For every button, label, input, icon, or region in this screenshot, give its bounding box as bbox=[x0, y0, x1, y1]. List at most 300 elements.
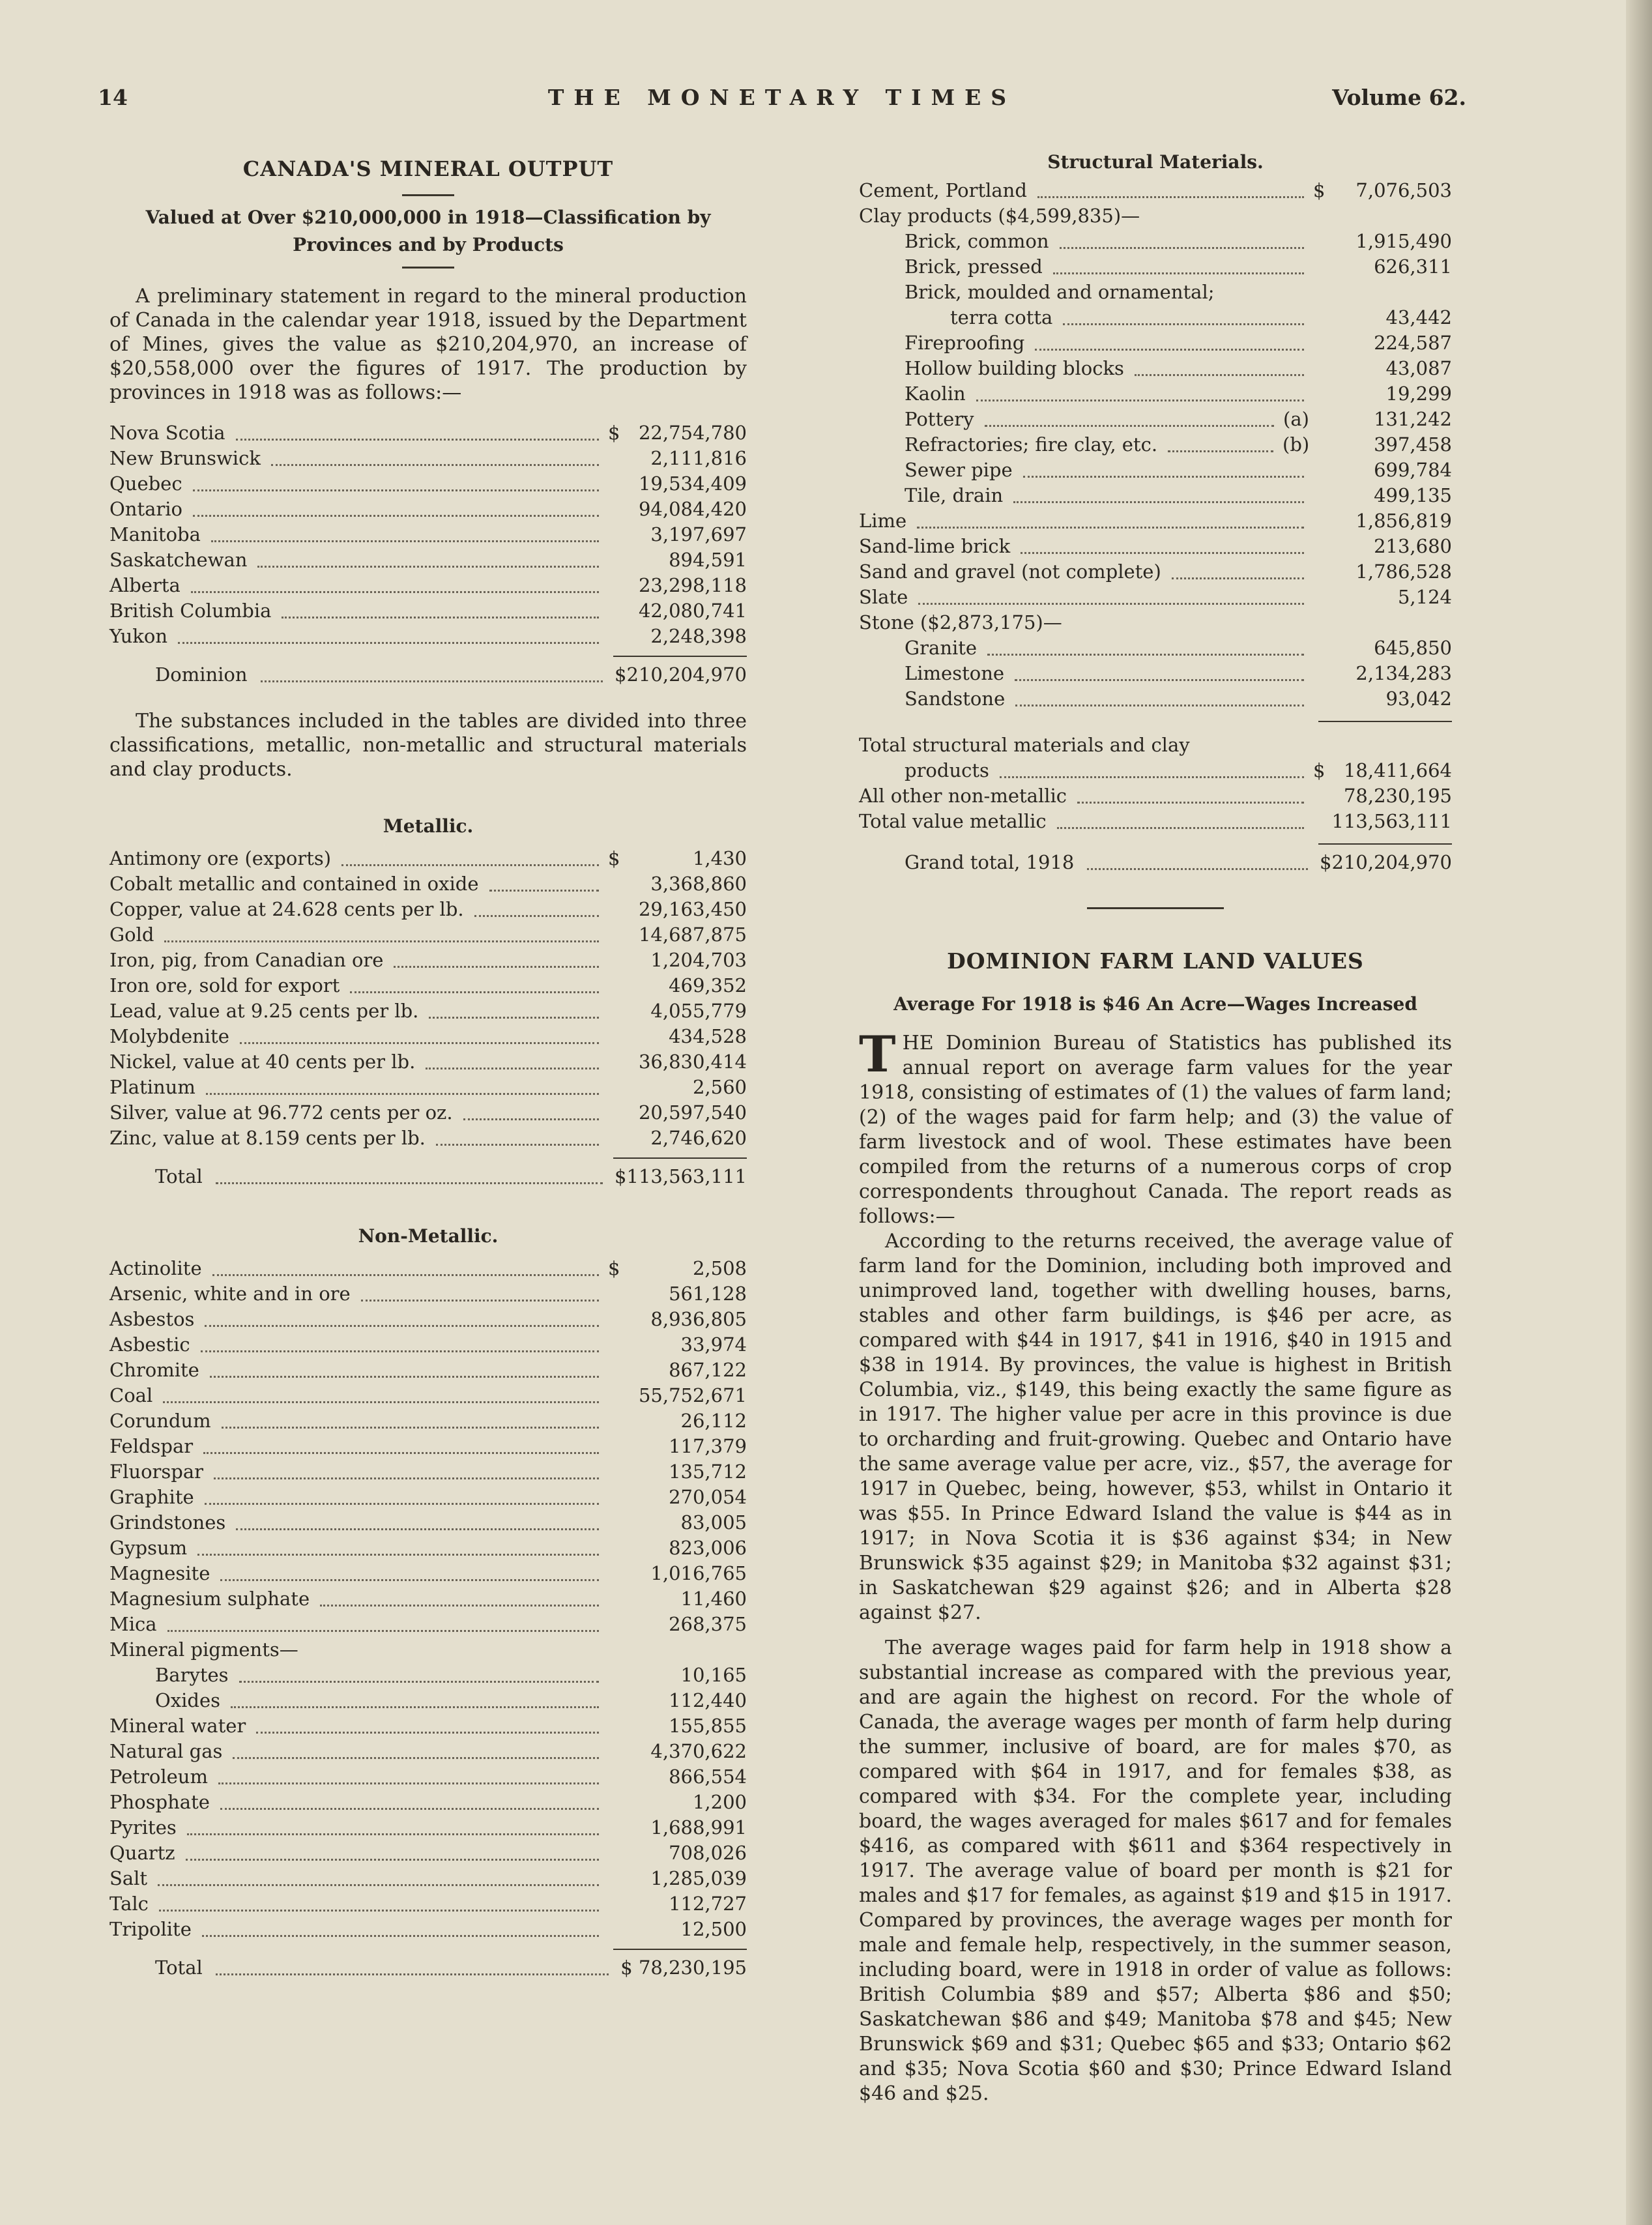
dot-leader bbox=[261, 680, 603, 682]
dot-leader bbox=[341, 864, 599, 866]
row-label: Grindstones bbox=[109, 1511, 226, 1534]
table-row bbox=[109, 1663, 747, 1688]
article-divider bbox=[1087, 907, 1224, 909]
dot-leader bbox=[163, 1401, 599, 1403]
table-row bbox=[859, 483, 1452, 508]
row-value: 708,026 bbox=[669, 1842, 747, 1864]
dot-leader bbox=[214, 1477, 599, 1479]
table-row bbox=[859, 585, 1452, 610]
table-row bbox=[859, 534, 1452, 559]
row-value: 94,084,420 bbox=[638, 498, 747, 520]
row-value: 561,128 bbox=[669, 1283, 747, 1305]
row-label: Coal bbox=[109, 1384, 153, 1406]
total-value: $210,204,970 bbox=[1320, 851, 1452, 873]
dot-leader bbox=[201, 1350, 599, 1352]
row-label: Mica bbox=[109, 1613, 157, 1635]
row-value: 434,528 bbox=[669, 1025, 747, 1047]
farm-paragraph-1: THE Dominion Bureau of Statistics has published its annual report on average farm values for the year 1918, consisting of estimates of (1) the values of farm land; (2) of the wages paid for farm help; and (3) the value of farm livestock and of wool. These estimates have been compiled from the returns of a numerous corps of crop correspondents throughout Canada. The report reads as follows:— bbox=[859, 1025, 1452, 1228]
table-row bbox=[109, 1764, 747, 1790]
dot-leader bbox=[205, 1503, 599, 1505]
row-label: Brick, common bbox=[905, 230, 1049, 252]
row-label: Zinc, value at 8.159 cents per lb. bbox=[109, 1127, 426, 1149]
table-row bbox=[109, 420, 747, 446]
table-row bbox=[859, 559, 1452, 585]
dot-leader bbox=[202, 1935, 599, 1937]
row-label: Gold bbox=[109, 923, 154, 946]
table-row bbox=[859, 178, 1452, 203]
row-value: 645,850 bbox=[1374, 637, 1452, 659]
row-value: 112,440 bbox=[669, 1689, 747, 1711]
dot-leader bbox=[282, 617, 599, 618]
row-label: Cement, Portland bbox=[859, 179, 1027, 201]
page-gutter-shadow bbox=[1626, 0, 1652, 2225]
dot-leader bbox=[178, 642, 599, 644]
dot-leader bbox=[361, 1300, 599, 1302]
table-row bbox=[109, 998, 747, 1024]
row-label: Pyrites bbox=[109, 1816, 177, 1839]
row-label: Hollow building blocks bbox=[905, 357, 1124, 379]
total-label: Total bbox=[155, 1165, 203, 1187]
dot-leader bbox=[1060, 247, 1304, 249]
row-value: 131,242 bbox=[1374, 408, 1452, 430]
row-label: Asbestos bbox=[109, 1308, 195, 1330]
row-label: Natural gas bbox=[109, 1740, 223, 1762]
row-value: 867,122 bbox=[669, 1359, 747, 1381]
row-value: 78,230,195 bbox=[1343, 785, 1452, 807]
dot-leader bbox=[210, 1376, 599, 1378]
dot-leader bbox=[320, 1605, 599, 1607]
row-value: 1,786,528 bbox=[1355, 560, 1452, 583]
row-label: Talc bbox=[109, 1893, 149, 1915]
row-label: Brick, moulded and ornamental; bbox=[905, 281, 1215, 303]
row-label: Petroleum bbox=[109, 1766, 208, 1788]
article-subtitle: Valued at Over $210,000,000 in 1918—Classification by Provinces and by Products bbox=[145, 207, 711, 255]
row-value: 1,856,819 bbox=[1355, 510, 1452, 532]
total-row bbox=[109, 1164, 747, 1195]
dot-leader bbox=[918, 603, 1304, 605]
total-row bbox=[109, 1955, 747, 1986]
row-value: 224,587 bbox=[1374, 332, 1452, 354]
row-value: 397,458 bbox=[1374, 433, 1452, 456]
row-marker: (b) bbox=[1282, 433, 1310, 456]
classification-paragraph: The substances included in the tables are divided into three classifications, metallic, non-metallic and structural materials and clay products. bbox=[109, 710, 747, 781]
row-label: Actinolite bbox=[109, 1257, 202, 1279]
dot-leader bbox=[203, 1452, 599, 1454]
row-value: 2,560 bbox=[692, 1076, 747, 1098]
structural-totals bbox=[859, 733, 1452, 834]
table-row bbox=[109, 624, 747, 649]
nonmetallic-table bbox=[109, 1256, 747, 1942]
dot-leader bbox=[429, 1017, 599, 1019]
row-label: terra cotta bbox=[950, 306, 1053, 328]
table-row bbox=[109, 497, 747, 522]
row-label: Fluorspar bbox=[109, 1461, 203, 1483]
dot-leader bbox=[1053, 272, 1304, 274]
table-row bbox=[109, 846, 747, 871]
dot-leader bbox=[239, 1681, 599, 1683]
dot-leader bbox=[394, 966, 599, 968]
row-value: 93,042 bbox=[1385, 688, 1452, 710]
table-row bbox=[859, 432, 1452, 458]
right-column bbox=[859, 149, 1452, 2106]
row-value: 43,442 bbox=[1385, 306, 1452, 328]
row-marker: $ bbox=[1313, 179, 1326, 201]
row-value: 4,370,622 bbox=[650, 1740, 747, 1762]
structural-heading: Structural Materials. bbox=[1047, 151, 1264, 173]
row-value: 2,746,620 bbox=[650, 1127, 747, 1149]
dot-leader bbox=[187, 1833, 599, 1835]
row-label: Total structural materials and clay bbox=[859, 734, 1190, 756]
row-value: 12,500 bbox=[680, 1918, 747, 1940]
table-row bbox=[859, 280, 1452, 305]
row-value: 1,285,039 bbox=[650, 1867, 747, 1889]
dot-leader bbox=[216, 1973, 609, 1975]
row-label: products bbox=[905, 759, 989, 781]
farm-paragraph-3: The average wages paid for farm help in 1918 show a substantial increase as compared with the previous year, and are again the highest on record. For the whole of Canada, the average wages per month of farm help during the summer, inclusive of board, are for males $70, as compared with $64 in 1917, and for females $38, as compared with $34. For the complete year, including board, the wages averaged for males $617 and for females $416, as compared with $611 and $364 respectively in 1917. The average value of board per month is $21 for males and $17 for females, as against $19 and $15 in 1917. Compared by provinces, the average wages per month for male and female help, respectively, in the summer season, including board, were in 1918 in order of value as follows: British Columbia $89 and $57; Alberta $86 and $50; Saskatchewan $86 and $49; Manitoba $78 and $45; New Brunswick $69 and $31; Quebec $65 and $33; Ontario $62 and $35; Nova Scotia $60 and $30; Prince Edward Island $46 and $25. bbox=[859, 1636, 1452, 2105]
table-row bbox=[109, 547, 747, 573]
dot-leader bbox=[1015, 679, 1304, 681]
row-value: 20,597,540 bbox=[638, 1101, 747, 1124]
provinces-table bbox=[109, 420, 747, 649]
table-row bbox=[109, 973, 747, 998]
dot-leader bbox=[186, 1859, 599, 1861]
row-label: Molybdenite bbox=[109, 1025, 229, 1047]
table-row bbox=[109, 1815, 747, 1840]
publication-title: THE MONETARY TIMES bbox=[547, 85, 1017, 110]
page-header bbox=[98, 85, 1466, 124]
dot-leader bbox=[240, 1042, 599, 1044]
table-row bbox=[109, 1383, 747, 1408]
table-row bbox=[109, 471, 747, 497]
row-label: Mineral pigments— bbox=[109, 1638, 298, 1661]
table-row bbox=[109, 1126, 747, 1151]
table-row bbox=[109, 1790, 747, 1815]
table-row bbox=[109, 1840, 747, 1866]
row-label: Lead, value at 9.25 cents per lb. bbox=[109, 1000, 419, 1022]
sum-rule bbox=[613, 1157, 747, 1159]
row-label: Clay products ($4,599,835)— bbox=[859, 205, 1140, 227]
row-value: 3,197,697 bbox=[650, 523, 747, 545]
dot-leader bbox=[1168, 450, 1273, 452]
table-row bbox=[109, 871, 747, 897]
dot-leader bbox=[1035, 349, 1304, 351]
dot-leader bbox=[256, 1732, 599, 1734]
row-label: Sandstone bbox=[905, 688, 1006, 710]
dot-leader bbox=[167, 1630, 599, 1632]
row-value: 2,111,816 bbox=[650, 447, 747, 469]
row-label: Stone ($2,873,175)— bbox=[859, 611, 1062, 633]
dot-leader bbox=[987, 654, 1304, 656]
total-label: Grand total, 1918 bbox=[905, 851, 1075, 873]
row-value: 26,112 bbox=[680, 1410, 747, 1432]
total-label: Dominion bbox=[155, 663, 248, 686]
table-row bbox=[109, 1535, 747, 1561]
dot-leader bbox=[218, 1782, 599, 1784]
row-value: 112,727 bbox=[669, 1893, 747, 1915]
row-value: 1,200 bbox=[692, 1791, 747, 1813]
dot-leader bbox=[164, 940, 599, 942]
row-value: 135,712 bbox=[669, 1461, 747, 1483]
table-row bbox=[109, 1485, 747, 1510]
table-row bbox=[109, 1917, 747, 1942]
dot-leader bbox=[1077, 802, 1304, 804]
dot-leader bbox=[271, 464, 599, 466]
farm-article-title: DOMINION FARM LAND VALUES bbox=[947, 948, 1364, 974]
table-row bbox=[109, 1075, 747, 1100]
table-row bbox=[859, 733, 1452, 758]
row-value: 1,204,703 bbox=[650, 949, 747, 971]
row-label: Gypsum bbox=[109, 1537, 188, 1559]
row-marker: $ bbox=[1313, 759, 1326, 781]
table-row bbox=[109, 922, 747, 948]
row-label: Tripolite bbox=[109, 1918, 192, 1940]
row-label: Chromite bbox=[109, 1359, 199, 1381]
row-label: Oxides bbox=[155, 1689, 221, 1711]
page-number: 14 bbox=[98, 85, 128, 110]
table-row bbox=[109, 1408, 747, 1434]
drop-cap: T bbox=[859, 1025, 896, 1083]
metallic-total-row bbox=[109, 1164, 747, 1195]
row-label: Cobalt metallic and contained in oxide bbox=[109, 873, 479, 895]
row-marker: $ bbox=[608, 847, 620, 869]
row-value: 2,508 bbox=[692, 1257, 747, 1279]
row-label: Fireproofing bbox=[905, 332, 1025, 354]
table-row bbox=[859, 254, 1452, 280]
structural-table bbox=[859, 178, 1452, 712]
table-row bbox=[109, 1866, 747, 1891]
dot-leader bbox=[236, 1528, 599, 1530]
row-label: Nickel, value at 40 cents per lb. bbox=[109, 1051, 416, 1073]
dot-leader bbox=[159, 1910, 599, 1912]
dot-leader bbox=[211, 540, 599, 542]
table-row bbox=[859, 610, 1452, 635]
row-label: Quebec bbox=[109, 473, 182, 495]
table-row bbox=[109, 1281, 747, 1307]
dot-leader bbox=[220, 1579, 599, 1581]
table-row bbox=[109, 1510, 747, 1535]
table-row bbox=[109, 446, 747, 471]
row-label: Iron ore, sold for export bbox=[109, 974, 340, 996]
row-value: 4,055,779 bbox=[650, 1000, 747, 1022]
total-label: Total bbox=[155, 1956, 203, 1979]
row-label: Mineral water bbox=[109, 1715, 246, 1737]
row-value: 83,005 bbox=[680, 1511, 747, 1534]
row-label: Arsenic, white and in ore bbox=[109, 1283, 351, 1305]
table-row bbox=[109, 1049, 747, 1075]
row-label: Alberta bbox=[109, 574, 181, 596]
row-label: Granite bbox=[905, 637, 978, 659]
dot-leader bbox=[1063, 323, 1304, 325]
table-row bbox=[109, 1561, 747, 1586]
dot-leader bbox=[426, 1068, 599, 1069]
dot-leader bbox=[193, 489, 599, 491]
row-value: 469,352 bbox=[669, 974, 747, 996]
dot-leader bbox=[158, 1884, 599, 1886]
row-value: 823,006 bbox=[669, 1537, 747, 1559]
table-row bbox=[859, 229, 1452, 254]
row-value: 18,411,664 bbox=[1343, 759, 1452, 781]
row-marker: $ bbox=[608, 422, 620, 444]
dot-leader bbox=[436, 1144, 599, 1146]
dot-leader bbox=[474, 915, 599, 917]
row-value: 213,680 bbox=[1374, 535, 1452, 557]
nonmetallic-total-row bbox=[109, 1955, 747, 1986]
row-value: 268,375 bbox=[669, 1613, 747, 1635]
dot-leader bbox=[1135, 374, 1304, 376]
dot-leader bbox=[1087, 868, 1308, 870]
dot-leader bbox=[1172, 577, 1304, 579]
table-row bbox=[859, 758, 1452, 783]
row-label: Sewer pipe bbox=[905, 459, 1013, 481]
row-label: Kaolin bbox=[905, 383, 966, 405]
dot-leader bbox=[216, 1182, 603, 1184]
table-row bbox=[109, 1688, 747, 1713]
row-label: Phosphate bbox=[109, 1791, 210, 1813]
dot-leader bbox=[193, 515, 599, 517]
row-label: Total value metallic bbox=[859, 810, 1047, 832]
row-value: 7,076,503 bbox=[1355, 179, 1452, 201]
table-row bbox=[859, 330, 1452, 356]
dot-leader bbox=[1023, 476, 1304, 478]
table-row bbox=[109, 1612, 747, 1637]
farm-article-body bbox=[859, 1025, 1452, 2106]
dot-leader bbox=[1021, 552, 1304, 554]
total-row bbox=[859, 850, 1452, 881]
table-row bbox=[109, 1434, 747, 1459]
table-row bbox=[859, 783, 1452, 809]
table-row bbox=[109, 948, 747, 973]
row-marker: (a) bbox=[1283, 408, 1309, 430]
dot-leader bbox=[1013, 501, 1304, 503]
row-label: Limestone bbox=[905, 662, 1005, 684]
row-value: 270,054 bbox=[669, 1486, 747, 1508]
dot-leader bbox=[1037, 196, 1304, 198]
row-value: 894,591 bbox=[669, 549, 747, 571]
table-row bbox=[859, 661, 1452, 686]
row-label: Asbestic bbox=[109, 1333, 190, 1356]
row-value: 1,915,490 bbox=[1355, 230, 1452, 252]
table-row bbox=[109, 598, 747, 624]
row-value: 8,936,805 bbox=[650, 1308, 747, 1330]
row-value: 5,124 bbox=[1397, 586, 1452, 608]
table-row bbox=[109, 1358, 747, 1383]
row-value: 22,754,780 bbox=[638, 422, 747, 444]
table-row bbox=[859, 305, 1452, 330]
dot-leader bbox=[233, 1757, 599, 1759]
row-label: Salt bbox=[109, 1867, 148, 1889]
row-label: Yukon bbox=[109, 625, 168, 647]
table-row bbox=[859, 356, 1452, 381]
row-value: 36,830,414 bbox=[638, 1051, 747, 1073]
table-row bbox=[109, 1713, 747, 1739]
row-value: 113,563,111 bbox=[1331, 810, 1452, 832]
row-value: 33,974 bbox=[680, 1333, 747, 1356]
table-row bbox=[859, 407, 1452, 432]
row-value: 14,687,875 bbox=[638, 923, 747, 946]
row-label: Ontario bbox=[109, 498, 182, 520]
row-value: 2,248,398 bbox=[650, 625, 747, 647]
dot-leader bbox=[205, 1325, 599, 1327]
row-label: Pottery bbox=[905, 408, 974, 430]
row-label: Nova Scotia bbox=[109, 422, 225, 444]
row-label: Feldspar bbox=[109, 1435, 194, 1457]
volume-label: Volume 62. bbox=[1332, 85, 1466, 110]
row-label: Magnesium sulphate bbox=[109, 1588, 310, 1610]
row-label: Magnesite bbox=[109, 1562, 210, 1584]
row-value: 117,379 bbox=[669, 1435, 747, 1457]
table-row bbox=[109, 1256, 747, 1281]
nonmetallic-heading: Non-Metallic. bbox=[358, 1225, 499, 1247]
dot-leader bbox=[976, 400, 1304, 401]
row-label: Manitoba bbox=[109, 523, 201, 545]
total-value: $ 78,230,195 bbox=[620, 1956, 747, 1979]
table-row bbox=[859, 635, 1452, 661]
row-label: Tile, drain bbox=[905, 484, 1004, 506]
row-label: Slate bbox=[859, 586, 908, 608]
sum-rule bbox=[613, 1949, 747, 1950]
dot-leader bbox=[350, 991, 599, 993]
row-marker: $ bbox=[608, 1257, 620, 1279]
article-title: CANADA'S MINERAL OUTPUT bbox=[242, 156, 614, 181]
subtitle-rule bbox=[402, 267, 454, 269]
table-row bbox=[109, 522, 747, 547]
table-row bbox=[109, 1586, 747, 1612]
row-value: 499,135 bbox=[1374, 484, 1452, 506]
dot-leader bbox=[231, 1706, 599, 1708]
row-label: Barytes bbox=[155, 1664, 229, 1686]
sum-rule bbox=[1318, 721, 1452, 722]
sum-rule bbox=[1318, 843, 1452, 845]
row-value: 626,311 bbox=[1374, 255, 1452, 278]
dot-leader bbox=[463, 1118, 599, 1120]
dot-leader bbox=[1015, 705, 1304, 706]
row-label: Lime bbox=[859, 510, 907, 532]
row-value: 10,165 bbox=[680, 1664, 747, 1686]
dot-leader bbox=[1000, 776, 1304, 778]
farm-paragraph-2: According to the returns received, the average value of farm land for the Dominion, including both improved and unimproved land, together with dwelling houses, barns, stables and other farm buildings, is $46 per acre, as compared with $44 in 1917, $41 in 1916, $40 in 1915 and $38 in 1914. By provinces, the value is highest in British Columbia, viz., $149, this being exactly the same figure as in 1917. The higher value per acre in this province is due to orcharding and fruit-growing. Quebec and Ontario have the same average value per acre, viz., $57, the average for 1917 in Quebec, being, however, $53, whilst in Ontario it was $55. In Prince Edward Island the value is $44 as in 1917; in Nova Scotia it is $36 against $34; in New Brunswick $35 against $29; in Manitoba $32 against $31; in Saskatchewan $29 against $26; and in Alberta $28 against $27. bbox=[859, 1230, 1452, 1624]
dominion-total-row bbox=[109, 662, 747, 693]
row-label: Graphite bbox=[109, 1486, 194, 1508]
table-row bbox=[109, 1024, 747, 1049]
dot-leader bbox=[212, 1274, 599, 1276]
row-value: 155,855 bbox=[669, 1715, 747, 1737]
row-value: 2,134,283 bbox=[1355, 662, 1452, 684]
total-row bbox=[109, 662, 747, 693]
table-row bbox=[109, 1891, 747, 1917]
row-value: 55,752,671 bbox=[638, 1384, 747, 1406]
row-value: 29,163,450 bbox=[638, 898, 747, 920]
dot-leader bbox=[985, 425, 1274, 427]
row-value: 699,784 bbox=[1374, 459, 1452, 481]
row-value: 3,368,860 bbox=[650, 873, 747, 895]
row-label: Refractories; fire clay, etc. bbox=[905, 433, 1158, 456]
farm-article-subtitle: Average For 1918 is $46 An Acre—Wages Increased bbox=[893, 993, 1417, 1015]
table-row bbox=[109, 1332, 747, 1358]
row-value: 19,299 bbox=[1385, 383, 1452, 405]
table-row bbox=[109, 1739, 747, 1764]
title-rule bbox=[402, 194, 454, 196]
table-row bbox=[109, 1459, 747, 1485]
dot-leader bbox=[206, 1093, 599, 1095]
row-label: Brick, pressed bbox=[905, 255, 1043, 278]
dot-leader bbox=[220, 1808, 599, 1810]
table-row bbox=[859, 458, 1452, 483]
table-row bbox=[859, 203, 1452, 229]
row-value: 866,554 bbox=[669, 1766, 747, 1788]
dot-leader bbox=[222, 1427, 599, 1429]
metallic-table bbox=[109, 846, 747, 1151]
row-label: Quartz bbox=[109, 1842, 175, 1864]
